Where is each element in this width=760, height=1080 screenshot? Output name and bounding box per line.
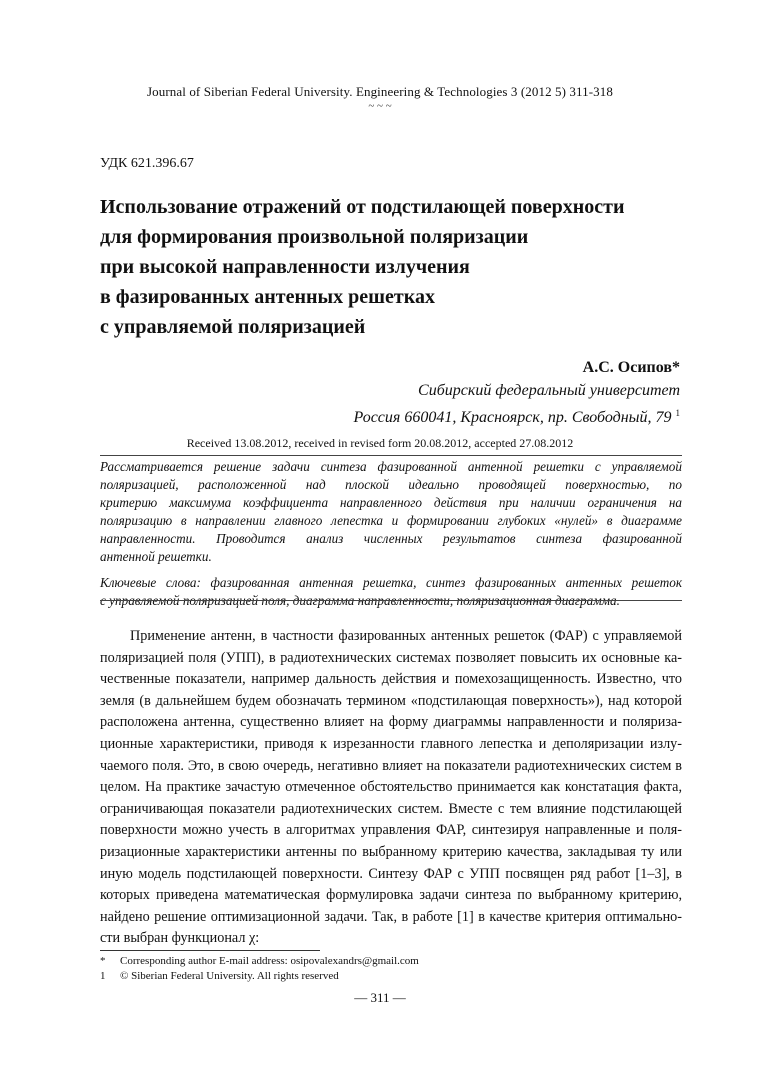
abstract-line: направленности. Проводится анализ численных результатов синтеза фазированной — [100, 531, 682, 546]
title-line: с управляемой поляризацией — [100, 316, 366, 338]
author-name: А.С. Осипов* — [582, 359, 680, 376]
footnote — [100, 969, 419, 984]
address-footnote-mark: 1 — [675, 408, 680, 418]
journal-header: Journal of Siberian Federal University. Engineering & Technologies 3 (2012 5) 311-318 — [147, 84, 613, 99]
abstract-line: критерию максимума коэффициента направленного действия при наличии ограничения на — [100, 495, 682, 510]
footnote — [100, 954, 419, 969]
body-line: целом. На практике зачастую отмеченное обстоятельство принимается как констатация факта, — [100, 779, 682, 796]
abstract-line: антенной решетки. — [100, 549, 212, 564]
footnote-rule — [100, 950, 320, 951]
author-address: Россия 660041, Красноярск, пр. Свободный, 79 — [353, 409, 672, 426]
title-line: для формирования произвольной поляризации — [100, 226, 529, 248]
body-text — [100, 626, 682, 950]
body-line: сти выбран функционал χ: — [100, 930, 260, 947]
keywords-line: с управляемой поляризацией поля, диаграмма направленности, поляризационная диаграмма. — [100, 593, 620, 608]
body-line: поверхности можно учесть в алгоритмах управления ФАР, синтезируя направленные и поля- — [100, 822, 682, 839]
header-ornament: ~ ~ ~ — [368, 100, 392, 112]
page-number: — 311 — — [354, 990, 406, 1005]
article-title — [100, 192, 700, 342]
keywords — [100, 574, 682, 610]
author-affiliation: Сибирский федеральный университет — [418, 382, 680, 399]
body-line: Применение антенн, в частности фазированных антенных решеток (ФАР) с управляемой — [130, 628, 682, 644]
title-line: в фазированных антенных решетках — [100, 286, 435, 308]
body-line: ционные характеристики, приводя к изрезанности главного лепестка и деполяризации излу- — [100, 735, 682, 752]
body-line: чественные показатели, например дальность действия и помехозащищенность. Известно, что — [100, 671, 682, 688]
abstract-line: поляризацию в направлении главного лепестка и формировании глубоких «нулей» в диаграмме — [100, 513, 682, 528]
author-address-line — [354, 402, 681, 429]
abstract-line: Рассматривается решение задачи синтеза фазированной антенной решетки с управляемой — [100, 459, 682, 474]
footnote-mark: * — [100, 955, 106, 967]
footnote-mark: 1 — [100, 970, 106, 982]
body-line: чаемого поля. Это, в свою очередь, негативно влияет на показатели радиотехнических систем в — [100, 757, 682, 774]
received-dates: Received 13.08.2012, received in revised form 20.08.2012, accepted 27.08.2012 — [186, 436, 574, 450]
body-line: которых приведена математическая формулировка задачи синтеза по выбранному критерию, — [100, 887, 682, 904]
body-line: иную модель подстилающей поверхности. Синтезу ФАР с УПП посвящен ряд работ [1–3], в — [100, 865, 682, 882]
body-line: поляризацией поля (УПП), в радиотехнических системах позволяет повысить их основные ка- — [100, 649, 682, 666]
udk-code: УДК 621.396.67 — [100, 156, 194, 171]
abstract-top-rule — [100, 455, 682, 456]
abstract-line: поляризацией, расположенной над плоской идеально проводящей поверхностью, по — [100, 477, 682, 492]
body-line: расположена антенна, существенно влияет на форму диаграммы направленности и поляриза- — [100, 714, 682, 731]
body-line: ризационные характеристики антенны по выбранному критерию качества, закладывая ту или — [100, 843, 682, 860]
footnotes — [100, 954, 419, 984]
body-line: земля (в дальнейшем будем обозначать термином «подстилающая поверхность»), над которой — [100, 692, 682, 709]
abstract-bottom-rule — [100, 600, 682, 601]
author-block — [354, 356, 681, 429]
title-line: Использование отражений от подстилающей поверхности — [100, 196, 625, 218]
body-line: ограничивающая показатели радиотехнических систем. Вместе с тем влияние подстилающей — [100, 800, 682, 817]
title-line: при высокой направленности излучения — [100, 256, 470, 278]
keywords-line: Ключевые слова: фазированная антенная решетка, синтез фазированных антенных решеток — [100, 575, 682, 590]
body-line: найдено решение оптимизационной задачи. Так, в работе [1] в качестве критерия оптимально- — [100, 908, 682, 925]
abstract — [100, 458, 682, 610]
footnote-text: © Siberian Federal University. All rights reserved — [120, 970, 339, 982]
footnote-text: Corresponding author E-mail address: osipovalexandrs@gmail.com — [120, 955, 419, 967]
